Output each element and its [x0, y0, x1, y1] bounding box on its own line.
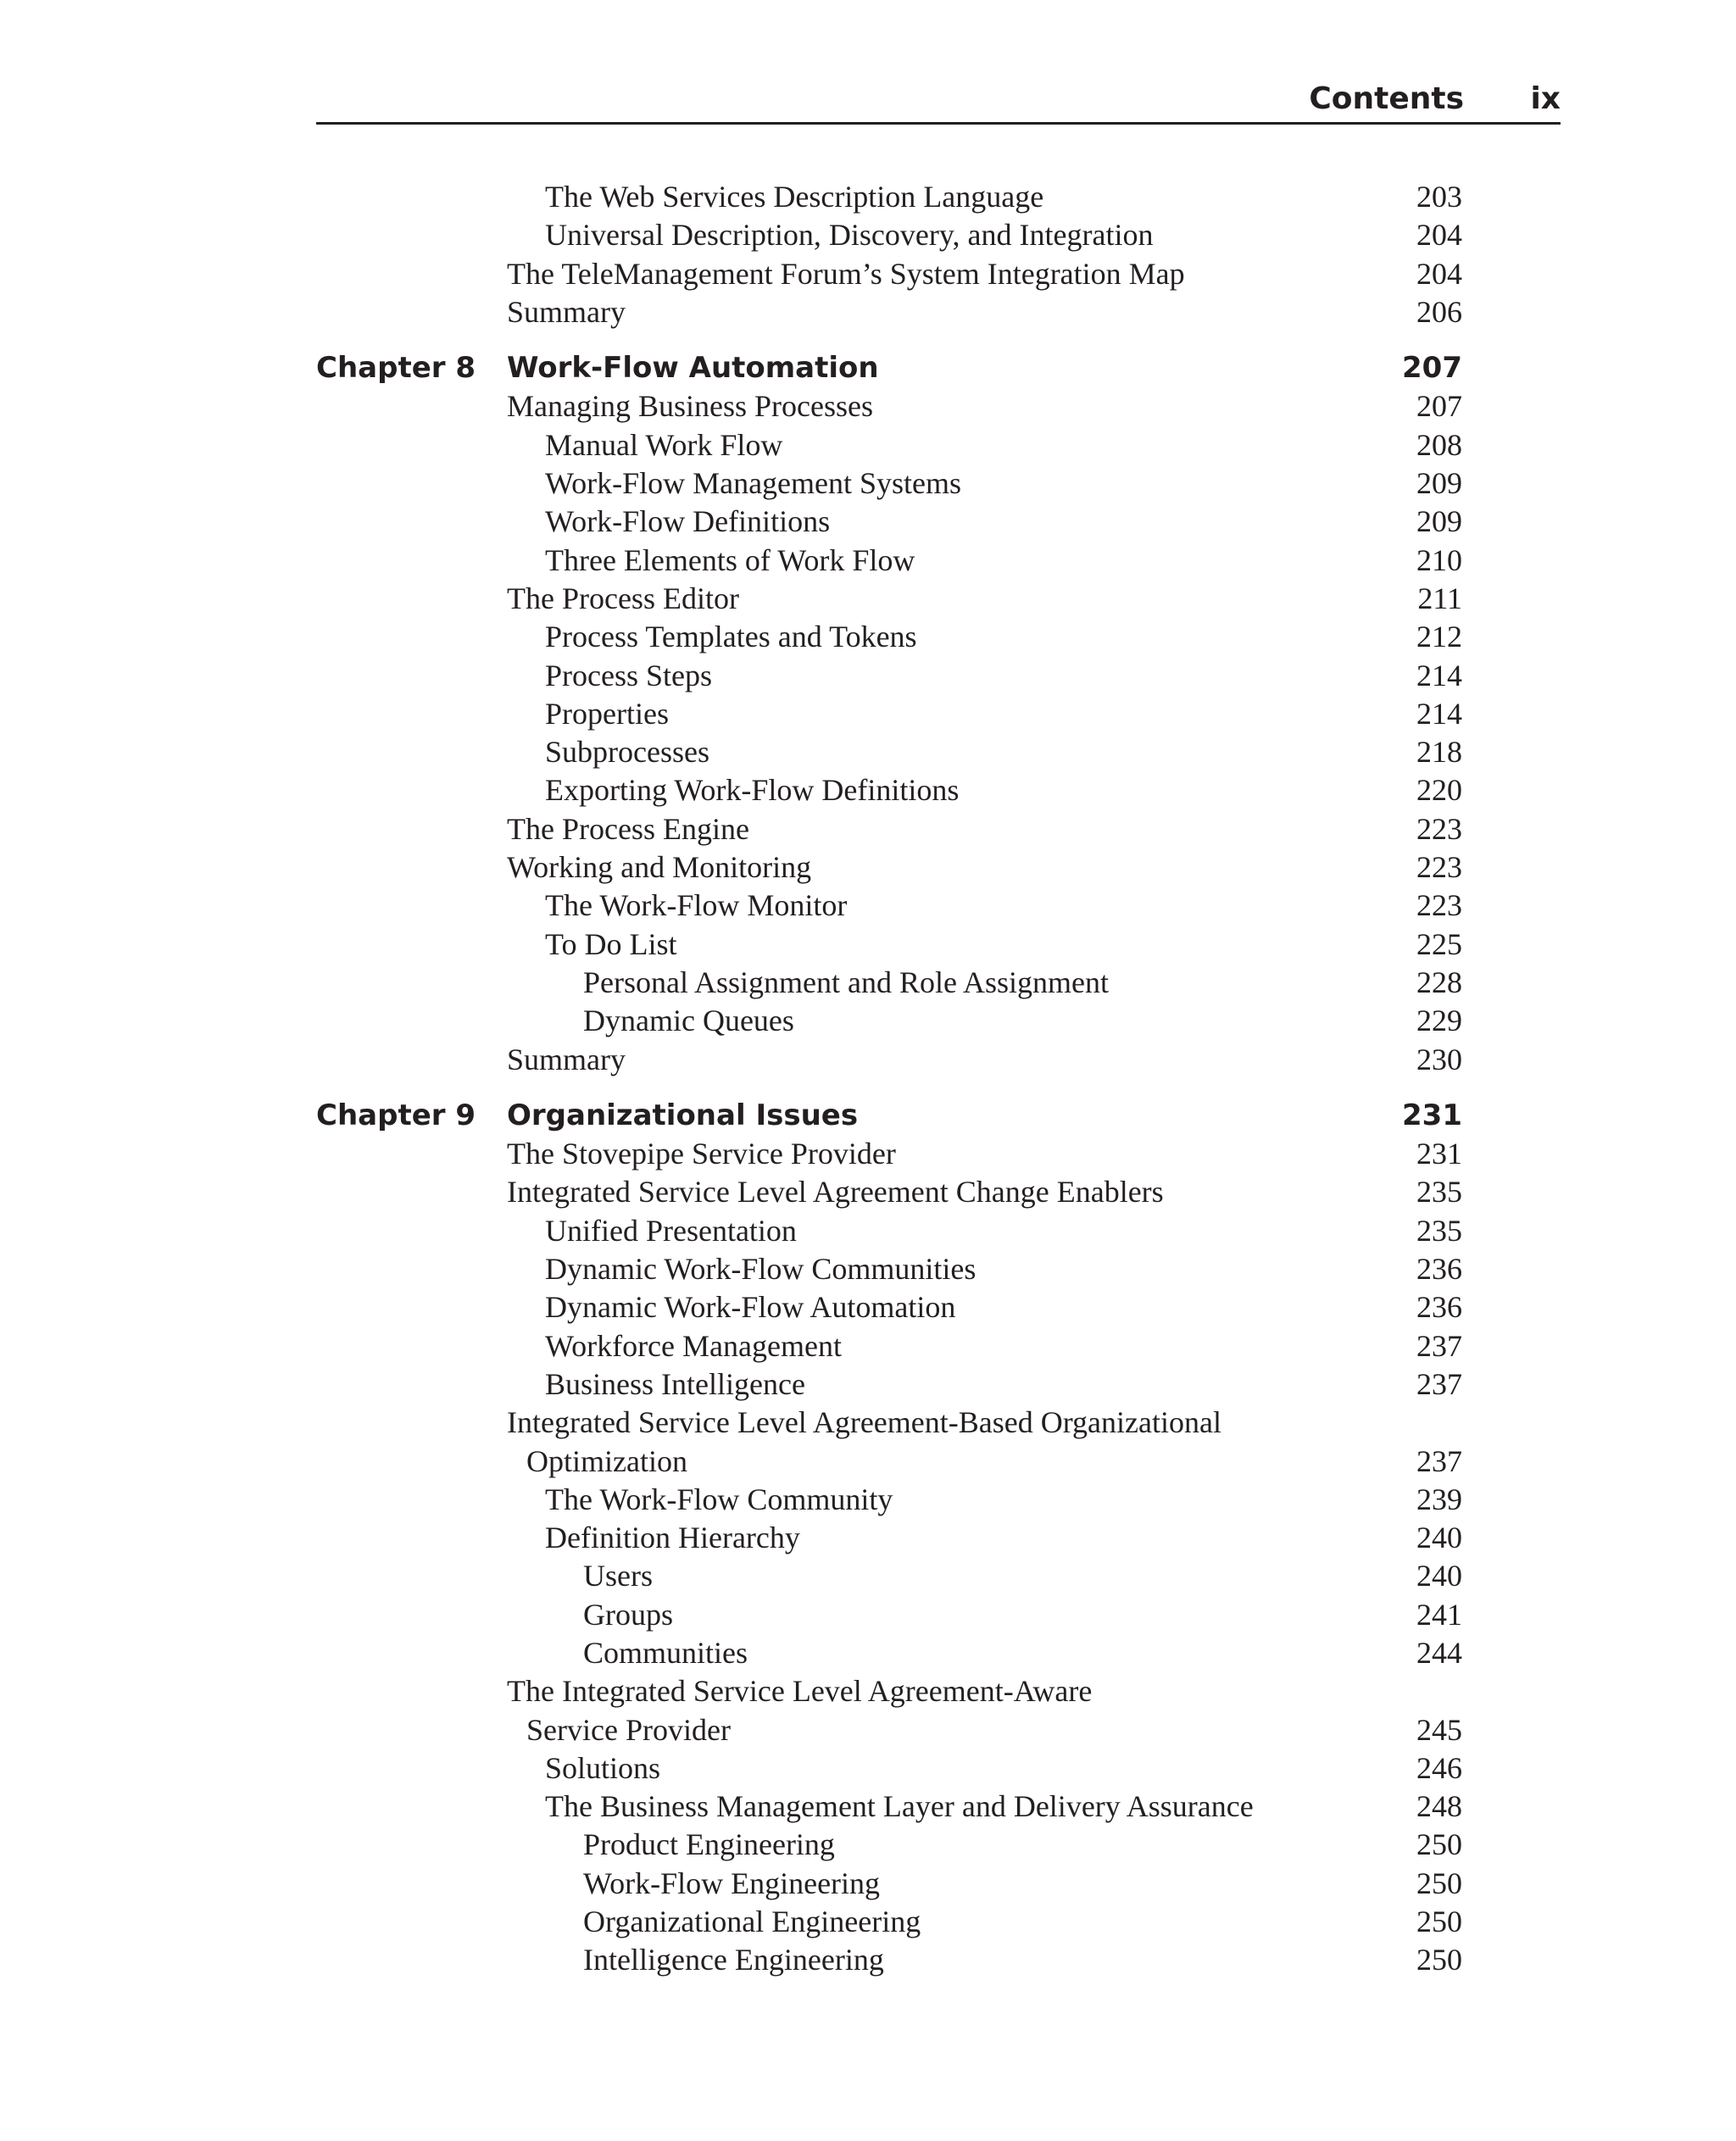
toc-entry-page: 235: [1416, 1175, 1462, 1210]
toc-entry-page: 229: [1416, 1004, 1462, 1038]
toc-entry: [316, 1041, 1462, 1079]
toc-entry-title: Users: [583, 1559, 653, 1593]
toc-entry: [316, 964, 1462, 1002]
page-number: ix: [1530, 81, 1561, 116]
toc-entry-title: Work-Flow Management Systems: [545, 466, 962, 501]
chapter-title: Work-Flow Automation: [507, 351, 879, 386]
toc-entry-page: 245: [1416, 1712, 1462, 1747]
toc-entry-title: Working and Monitoring: [507, 850, 812, 885]
toc-entry-page: 230: [1416, 1042, 1462, 1076]
toc-entry: [316, 293, 1462, 331]
running-header: [316, 78, 1561, 125]
toc-entry-title: The Work-Flow Community: [545, 1482, 893, 1516]
toc-entry-page: 223: [1416, 888, 1462, 923]
toc-entry-page: 231: [1416, 1137, 1462, 1171]
toc-entry: [316, 887, 1462, 925]
toc-entry-title: Dynamic Work-Flow Automation: [545, 1290, 956, 1325]
toc-entry: [316, 1443, 1462, 1481]
toc-entry-page: 241: [1416, 1597, 1462, 1632]
toc-entry-page: 231: [1402, 1098, 1462, 1132]
toc-entry-page: 235: [1416, 1213, 1462, 1248]
toc-entry: [316, 1481, 1462, 1519]
toc-entry: [316, 618, 1462, 656]
toc-entry: [316, 1788, 1462, 1826]
toc-entry-page: 220: [1416, 773, 1462, 808]
toc-entry-page: 248: [1416, 1789, 1462, 1824]
toc-entry: [316, 926, 1462, 964]
toc-entry-title: Work-Flow Definitions: [545, 504, 831, 539]
toc-entry: [316, 1519, 1462, 1557]
toc-entry: [316, 580, 1462, 618]
toc-entry-title: Process Templates and Tokens: [545, 620, 917, 654]
toc-entry-page: 246: [1416, 1750, 1462, 1785]
toc-entry-page: 250: [1416, 1905, 1462, 1939]
toc-entry: [316, 848, 1462, 887]
toc-entry-title: Process Steps: [545, 658, 712, 692]
toc-entry: [316, 1404, 1462, 1442]
toc-entry-title: Product Engineering: [583, 1827, 835, 1862]
toc-chapter-entry: [316, 349, 1462, 387]
toc-entry: [316, 426, 1462, 464]
toc-entry-title: Work-Flow Engineering: [583, 1866, 881, 1900]
toc-entry: [316, 1288, 1462, 1326]
toc-entry: [316, 695, 1462, 733]
toc-entry-page: 214: [1416, 658, 1462, 692]
toc-entry-page: 239: [1416, 1482, 1462, 1516]
toc-entry-title: Organizational Engineering: [583, 1905, 921, 1939]
toc-entry-page: 204: [1416, 218, 1462, 253]
toc-entry-title: Integrated Service Level Agreement Change Enablers: [507, 1175, 1164, 1210]
toc-entry-title: Dynamic Work-Flow Communities: [545, 1252, 976, 1287]
toc-entry-title: To Do List: [545, 926, 677, 961]
toc-entry: [316, 1135, 1462, 1173]
toc-entry: [316, 1002, 1462, 1040]
toc-entry-title: Universal Description, Discovery, and Integration: [545, 218, 1154, 253]
toc-entry: [316, 733, 1462, 771]
toc-entry-title: Integrated Service Level Agreement-Based Organizational: [507, 1405, 1221, 1440]
toc-entry: [316, 255, 1462, 293]
chapter-label: Chapter 9: [316, 1098, 476, 1132]
toc-entry-page: 208: [1416, 427, 1462, 462]
toc-entry-title: Unified Presentation: [545, 1213, 797, 1248]
toc-entry-page: 204: [1416, 256, 1462, 291]
toc-entry-title: The Stovepipe Service Provider: [507, 1137, 896, 1171]
toc-entry-title: Solutions: [545, 1750, 661, 1785]
toc-entry: [316, 1327, 1462, 1365]
toc-entry-title: Groups: [583, 1597, 673, 1632]
toc-entry-page: 207: [1402, 351, 1462, 386]
toc-entry: [316, 810, 1462, 848]
toc-entry-page: 250: [1416, 1943, 1462, 1977]
toc-entry: [316, 1711, 1462, 1749]
toc-entry: [316, 1173, 1462, 1211]
toc-entry-page: 207: [1416, 389, 1462, 424]
toc-entry-title: Summary: [507, 294, 626, 329]
toc-entry-title: Business Intelligence: [545, 1366, 805, 1401]
chapter-title: Organizational Issues: [507, 1098, 859, 1132]
toc-entry-title: Communities: [583, 1635, 748, 1670]
toc-entry: [316, 1250, 1462, 1288]
toc-entry-title: Managing Business Processes: [507, 389, 873, 424]
toc-entry: [316, 1865, 1462, 1903]
toc-entry-page: 236: [1416, 1290, 1462, 1325]
toc-entry-title: The Integrated Service Level Agreement-Aware: [507, 1674, 1093, 1709]
toc-entry-page: 237: [1416, 1328, 1462, 1363]
toc-entry-title: Intelligence Engineering: [583, 1943, 884, 1977]
toc-entry-page: 237: [1416, 1366, 1462, 1401]
chapter-label: Chapter 8: [316, 351, 476, 386]
running-header-title: Contents: [1309, 81, 1464, 116]
toc-entry: [316, 178, 1462, 216]
toc-entry: [316, 216, 1462, 254]
toc-entry: [316, 387, 1462, 425]
toc-entry-page: 240: [1416, 1521, 1462, 1555]
toc-entry-title: The Web Services Description Language: [545, 180, 1044, 214]
toc-entry-title: The Business Management Layer and Delivery Assurance: [545, 1789, 1254, 1824]
toc-entry-title: Definition Hierarchy: [545, 1521, 800, 1555]
toc-entry-page: 244: [1416, 1635, 1462, 1670]
toc-entry-title: The TeleManagement Forum’s System Integration Map: [507, 256, 1185, 291]
toc-entry-page: 209: [1416, 466, 1462, 501]
toc-entry-title: The Work-Flow Monitor: [545, 888, 848, 923]
toc-entry: [316, 771, 1462, 809]
toc-entry: [316, 503, 1462, 541]
toc-entry-page: 210: [1416, 542, 1462, 577]
toc-entry: [316, 1596, 1462, 1634]
toc-entry-title: Dynamic Queues: [583, 1004, 794, 1038]
toc-entry: [316, 1557, 1462, 1595]
toc-entry-title: Exporting Work-Flow Definitions: [545, 773, 960, 808]
toc-entry-title: Workforce Management: [545, 1328, 842, 1363]
toc-entry: [316, 1826, 1462, 1864]
toc-entry: [316, 657, 1462, 695]
toc-entry-page: 228: [1416, 965, 1462, 999]
toc-entry: [316, 1749, 1462, 1788]
toc-entry-title: Subprocesses: [545, 735, 709, 770]
toc-entry: [316, 1903, 1462, 1941]
toc-entry-title: Properties: [545, 696, 669, 731]
toc-entry: [316, 1672, 1462, 1710]
table-of-contents: [316, 178, 1462, 1980]
toc-entry-page: 225: [1416, 926, 1462, 961]
toc-entry: [316, 1365, 1462, 1404]
toc-entry-page: 250: [1416, 1827, 1462, 1862]
toc-entry-page: 218: [1416, 735, 1462, 770]
toc-entry-title: Three Elements of Work Flow: [545, 542, 915, 577]
toc-entry-page: 240: [1416, 1559, 1462, 1593]
toc-entry-title: The Process Editor: [507, 581, 739, 615]
toc-entry-title: Manual Work Flow: [545, 427, 783, 462]
toc-entry: [316, 1941, 1462, 1979]
toc-entry-page: 250: [1416, 1866, 1462, 1900]
toc-entry: [316, 1212, 1462, 1250]
toc-entry-title: Optimization: [526, 1443, 687, 1478]
toc-entry-page: 211: [1417, 581, 1462, 615]
toc-entry-page: 236: [1416, 1252, 1462, 1287]
toc-entry-title: Service Provider: [526, 1712, 731, 1747]
toc-entry: [316, 1634, 1462, 1672]
toc-entry-page: 214: [1416, 696, 1462, 731]
toc-entry-title: Summary: [507, 1042, 626, 1076]
toc-entry: [316, 542, 1462, 580]
toc-entry-page: 223: [1416, 811, 1462, 846]
toc-entry-page: 206: [1416, 294, 1462, 329]
toc-entry-page: 223: [1416, 850, 1462, 885]
toc-entry-page: 203: [1416, 180, 1462, 214]
toc-entry-page: 212: [1416, 620, 1462, 654]
toc-entry: [316, 464, 1462, 503]
toc-entry-page: 237: [1416, 1443, 1462, 1478]
toc-entry-title: Personal Assignment and Role Assignment: [583, 965, 1109, 999]
toc-entry-title: The Process Engine: [507, 811, 749, 846]
toc-entry-page: 209: [1416, 504, 1462, 539]
toc-chapter-entry: [316, 1097, 1462, 1135]
